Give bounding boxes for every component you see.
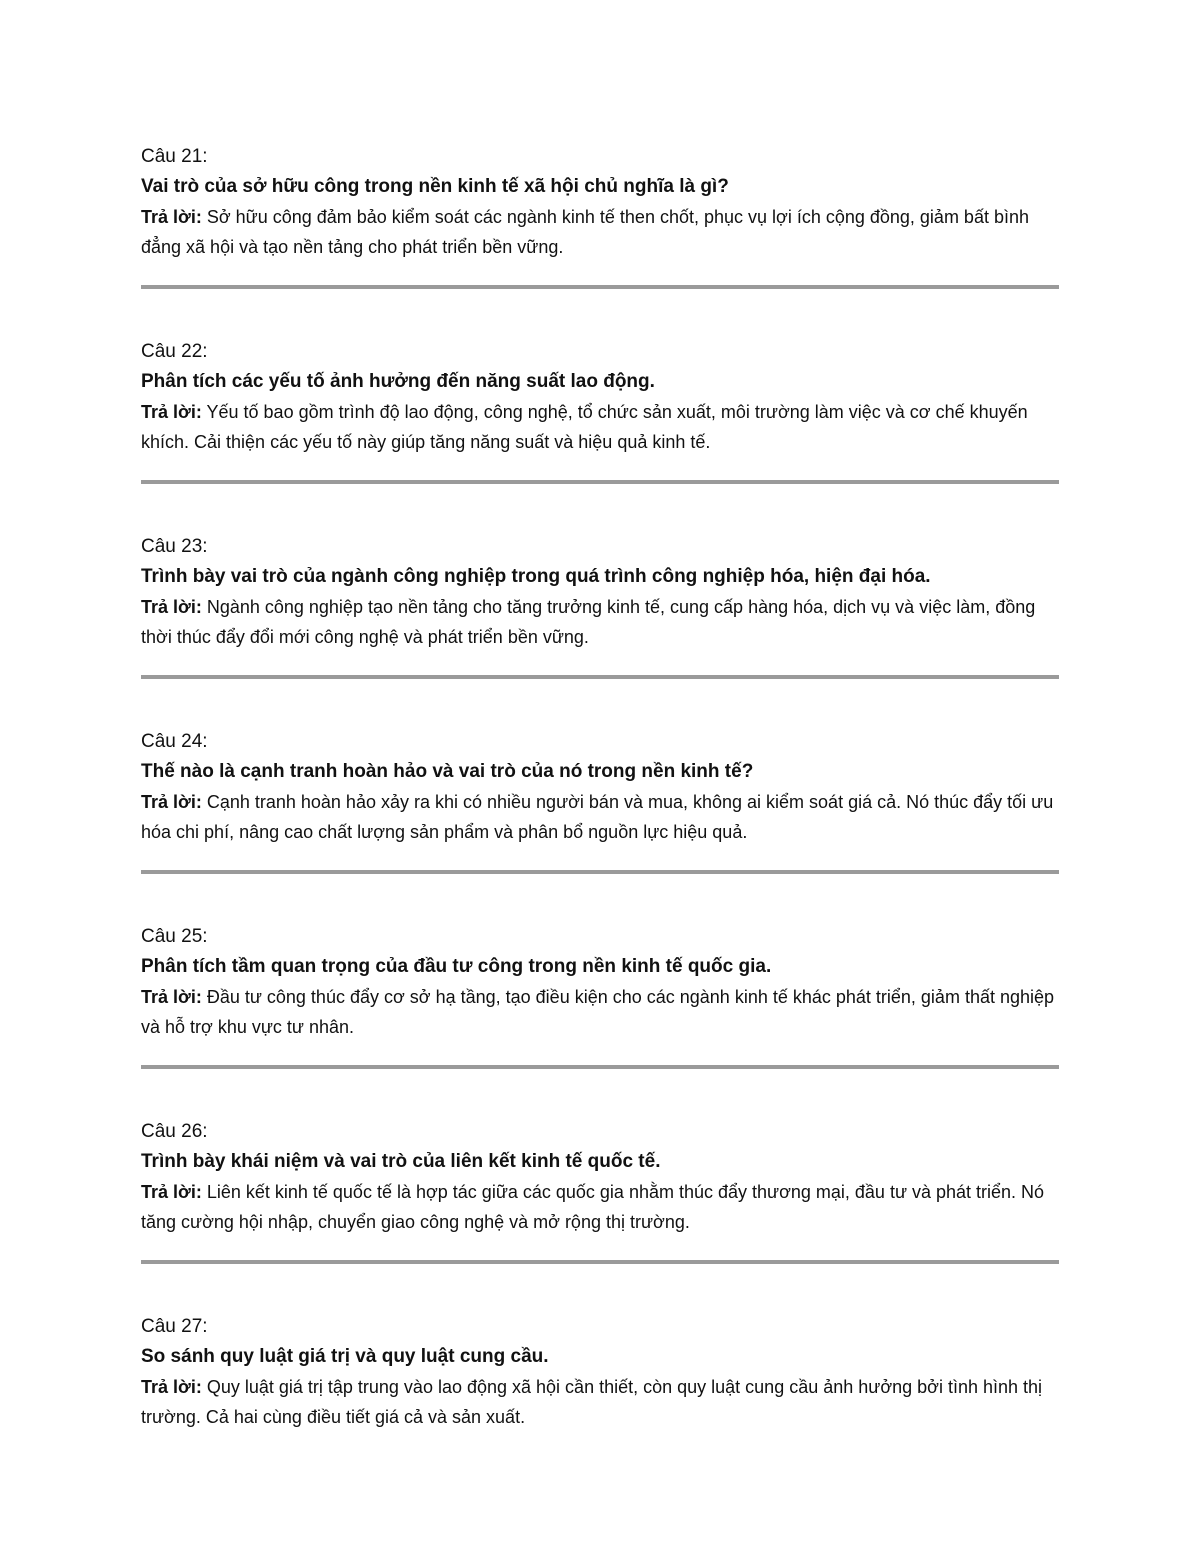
answer-text-block bbox=[141, 592, 1059, 652]
question-text: Vai trò của sở hữu công trong nền kinh tế xã hội chủ nghĩa là gì? bbox=[141, 176, 729, 197]
answer-text-block bbox=[141, 202, 1059, 262]
document-page bbox=[141, 142, 1059, 1432]
question-number: Câu 24: bbox=[141, 731, 208, 752]
question-text: Trình bày khái niệm và vai trò của liên kết kinh tế quốc tế. bbox=[141, 1151, 661, 1172]
divider bbox=[141, 1260, 1059, 1264]
answer-prefix: Trả lời: bbox=[141, 207, 202, 227]
answer-prefix: Trả lời: bbox=[141, 597, 202, 617]
answer-text: Cạnh tranh hoàn hảo xảy ra khi có nhiều người bán và mua, không ai kiểm soát giá cả. Nó thúc đẩy tối ưu hóa chi phí, nâng cao chất lượng sản phẩm và phân bổ nguồn lực hiệu quả. bbox=[141, 792, 1054, 842]
answer-text: Quy luật giá trị tập trung vào lao động xã hội cần thiết, còn quy luật cung cầu ảnh hưởng bởi tình hình thị trường. Cả hai cùng điều tiết giá cả và sản xuất. bbox=[141, 1377, 1043, 1427]
question-text: Thế nào là cạnh tranh hoàn hảo và vai trò của nó trong nền kinh tế? bbox=[141, 761, 754, 782]
answer-text: Sở hữu công đảm bảo kiểm soát các ngành kinh tế then chốt, phục vụ lợi ích cộng đồng, giảm bất bình đẳng xã hội và tạo nền tảng cho phát triển bền vững. bbox=[141, 207, 1029, 257]
question-text: So sánh quy luật giá trị và quy luật cung cầu. bbox=[141, 1346, 549, 1367]
question-text: Trình bày vai trò của ngành công nghiệp trong quá trình công nghiệp hóa, hiện đại hóa. bbox=[141, 566, 931, 587]
qa-block-22 bbox=[141, 337, 1059, 457]
answer-prefix: Trả lời: bbox=[141, 402, 202, 422]
answer-prefix: Trả lời: bbox=[141, 1377, 202, 1397]
question-number: Câu 22: bbox=[141, 341, 208, 362]
answer-prefix: Trả lời: bbox=[141, 792, 202, 812]
qa-block-26 bbox=[141, 1117, 1059, 1237]
qa-block-23 bbox=[141, 532, 1059, 652]
qa-block-21 bbox=[141, 142, 1059, 262]
question-number: Câu 25: bbox=[141, 926, 208, 947]
question-number: Câu 21: bbox=[141, 146, 208, 167]
answer-text: Đầu tư công thúc đẩy cơ sở hạ tầng, tạo điều kiện cho các ngành kinh tế khác phát triển, giảm thất nghiệp và hỗ trợ khu vực tư nhân. bbox=[141, 987, 1055, 1037]
qa-block-27 bbox=[141, 1312, 1059, 1432]
question-text: Phân tích tầm quan trọng của đầu tư công trong nền kinh tế quốc gia. bbox=[141, 956, 772, 977]
answer-prefix: Trả lời: bbox=[141, 1182, 202, 1202]
answer-prefix: Trả lời: bbox=[141, 987, 202, 1007]
answer-text-block bbox=[141, 1372, 1059, 1432]
divider bbox=[141, 870, 1059, 874]
question-number: Câu 27: bbox=[141, 1316, 208, 1337]
qa-block-25 bbox=[141, 922, 1059, 1042]
question-number: Câu 26: bbox=[141, 1121, 208, 1142]
divider bbox=[141, 675, 1059, 679]
answer-text: Ngành công nghiệp tạo nền tảng cho tăng trưởng kinh tế, cung cấp hàng hóa, dịch vụ và việc làm, đồng thời thúc đẩy đổi mới công nghệ và phát triển bền vững. bbox=[141, 597, 1036, 647]
divider bbox=[141, 1065, 1059, 1069]
qa-block-24 bbox=[141, 727, 1059, 847]
answer-text-block bbox=[141, 787, 1059, 847]
answer-text: Liên kết kinh tế quốc tế là hợp tác giữa các quốc gia nhằm thúc đẩy thương mại, đầu tư và phát triển. Nó tăng cường hội nhập, chuyển giao công nghệ và mở rộng thị trường. bbox=[141, 1182, 1045, 1232]
divider bbox=[141, 285, 1059, 289]
answer-text-block bbox=[141, 1177, 1059, 1237]
question-text: Phân tích các yếu tố ảnh hưởng đến năng suất lao động. bbox=[141, 371, 655, 392]
answer-text-block bbox=[141, 982, 1059, 1042]
divider bbox=[141, 480, 1059, 484]
answer-text: Yếu tố bao gồm trình độ lao động, công nghệ, tổ chức sản xuất, môi trường làm việc và cơ chế khuyến khích. Cải thiện các yếu tố này giúp tăng năng suất và hiệu quả kinh tế. bbox=[141, 402, 1028, 452]
answer-text-block bbox=[141, 397, 1059, 457]
question-number: Câu 23: bbox=[141, 536, 208, 557]
